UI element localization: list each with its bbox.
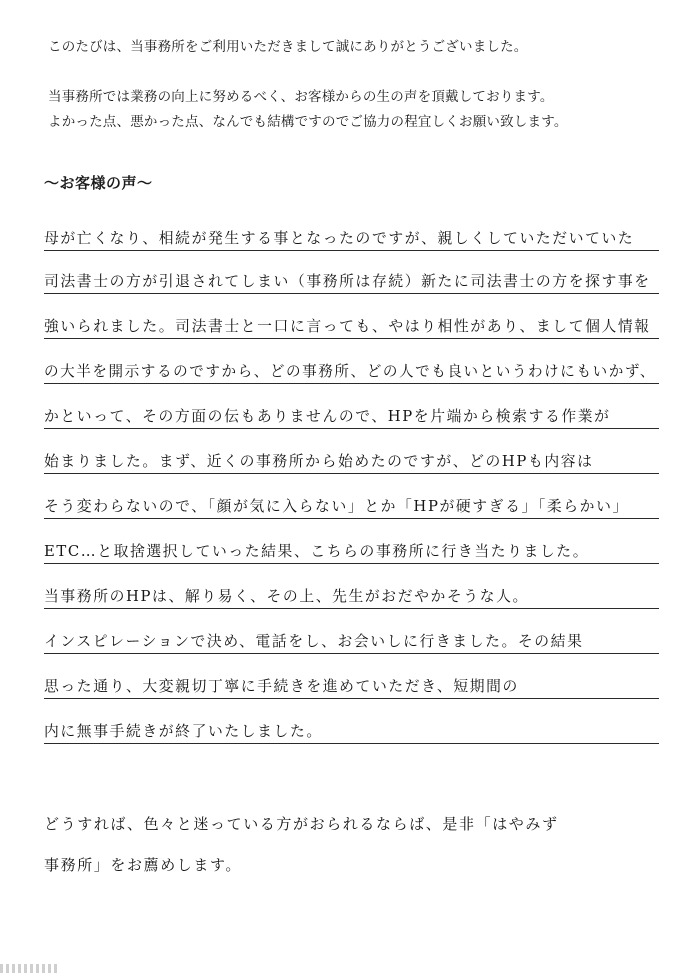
ruled-line: [44, 250, 659, 251]
handwritten-line-text: 母が亡くなり、相続が発生する事となったのですが、親しくしていただいていた: [44, 230, 635, 247]
handwritten-line: [44, 445, 659, 474]
handwritten-line-text: ETC…と取捨選択していった結果、こちらの事務所に行き当たりました。: [44, 543, 590, 560]
ruled-line: [44, 338, 659, 339]
handwritten-line: [44, 670, 659, 699]
ruled-line: [44, 428, 659, 429]
handwritten-line: [44, 310, 659, 339]
handwritten-line-text: そう変わらないので、「顔が気に入らない」とか「HPが硬すぎる」「柔らかい」: [44, 498, 629, 515]
handwritten-line: [44, 222, 659, 251]
ruled-line: [44, 743, 659, 744]
ruled-line: [44, 473, 659, 474]
handwritten-line: [44, 265, 659, 294]
handwritten-line: [44, 625, 659, 654]
ruled-line: [44, 293, 659, 294]
handwritten-line-text: インスピレーションで決め、電話をし、お会いしに行きました。その結果: [44, 633, 584, 650]
ruled-line: [44, 608, 659, 609]
ruled-line: [44, 563, 659, 564]
handwritten-line-text: 思った通り、大変親切丁寧に手続きを進めていただき、短期間の: [44, 678, 519, 695]
customer-voice-heading: ～お客様の声～: [44, 174, 153, 192]
closing-line-1: どうすれば、色々と迷っている方がおられるならば、是非「はやみず: [44, 815, 559, 833]
scan-edge-mark: [0, 964, 60, 973]
handwritten-line: [44, 715, 659, 744]
handwritten-line-text: 司法書士の方が引退されてしまい（事務所は存続）新たに司法書士の方を探す事を: [44, 273, 651, 290]
handwritten-line-text: 始まりました。まず、近くの事務所から始めたのですが、どのHPも内容は: [44, 453, 594, 470]
intro-thanks-line: このたびは、当事務所をご利用いただきまして誠にありがとうございました。: [48, 39, 528, 55]
handwritten-line: [44, 400, 659, 429]
ruled-line: [44, 698, 659, 699]
intro-request-line-1: 当事務所では業務の向上に努めるべく、お客様からの生の声を頂戴しております。: [48, 89, 554, 105]
handwritten-line: [44, 580, 659, 609]
handwritten-line: [44, 490, 659, 519]
ruled-line: [44, 518, 659, 519]
handwritten-line-text: の大半を開示するのですから、どの事務所、どの人でも良いというわけにもいかず、: [44, 363, 656, 380]
handwritten-line: [44, 355, 659, 384]
ruled-line: [44, 653, 659, 654]
closing-line-2: 事務所」をお薦めします。: [44, 856, 243, 874]
ruled-line: [44, 383, 659, 384]
handwritten-line-text: 当事務所のHPは、解り易く、その上、先生がおだやかそうな人。: [44, 588, 529, 605]
handwritten-line-text: 内に無事手続きが終了いたしました。: [44, 723, 323, 740]
handwritten-line-text: 強いられました。司法書士と一口に言っても、やはり相性があり、まして個人情報: [44, 318, 651, 335]
handwritten-line-text: かといって、その方面の伝もありませんので、HPを片端から検索する作業が: [44, 408, 611, 425]
handwritten-line: [44, 535, 659, 564]
intro-request-line-2: よかった点、悪かった点、なんでも結構ですのでご協力の程宜しくお願い致します。: [48, 114, 568, 130]
